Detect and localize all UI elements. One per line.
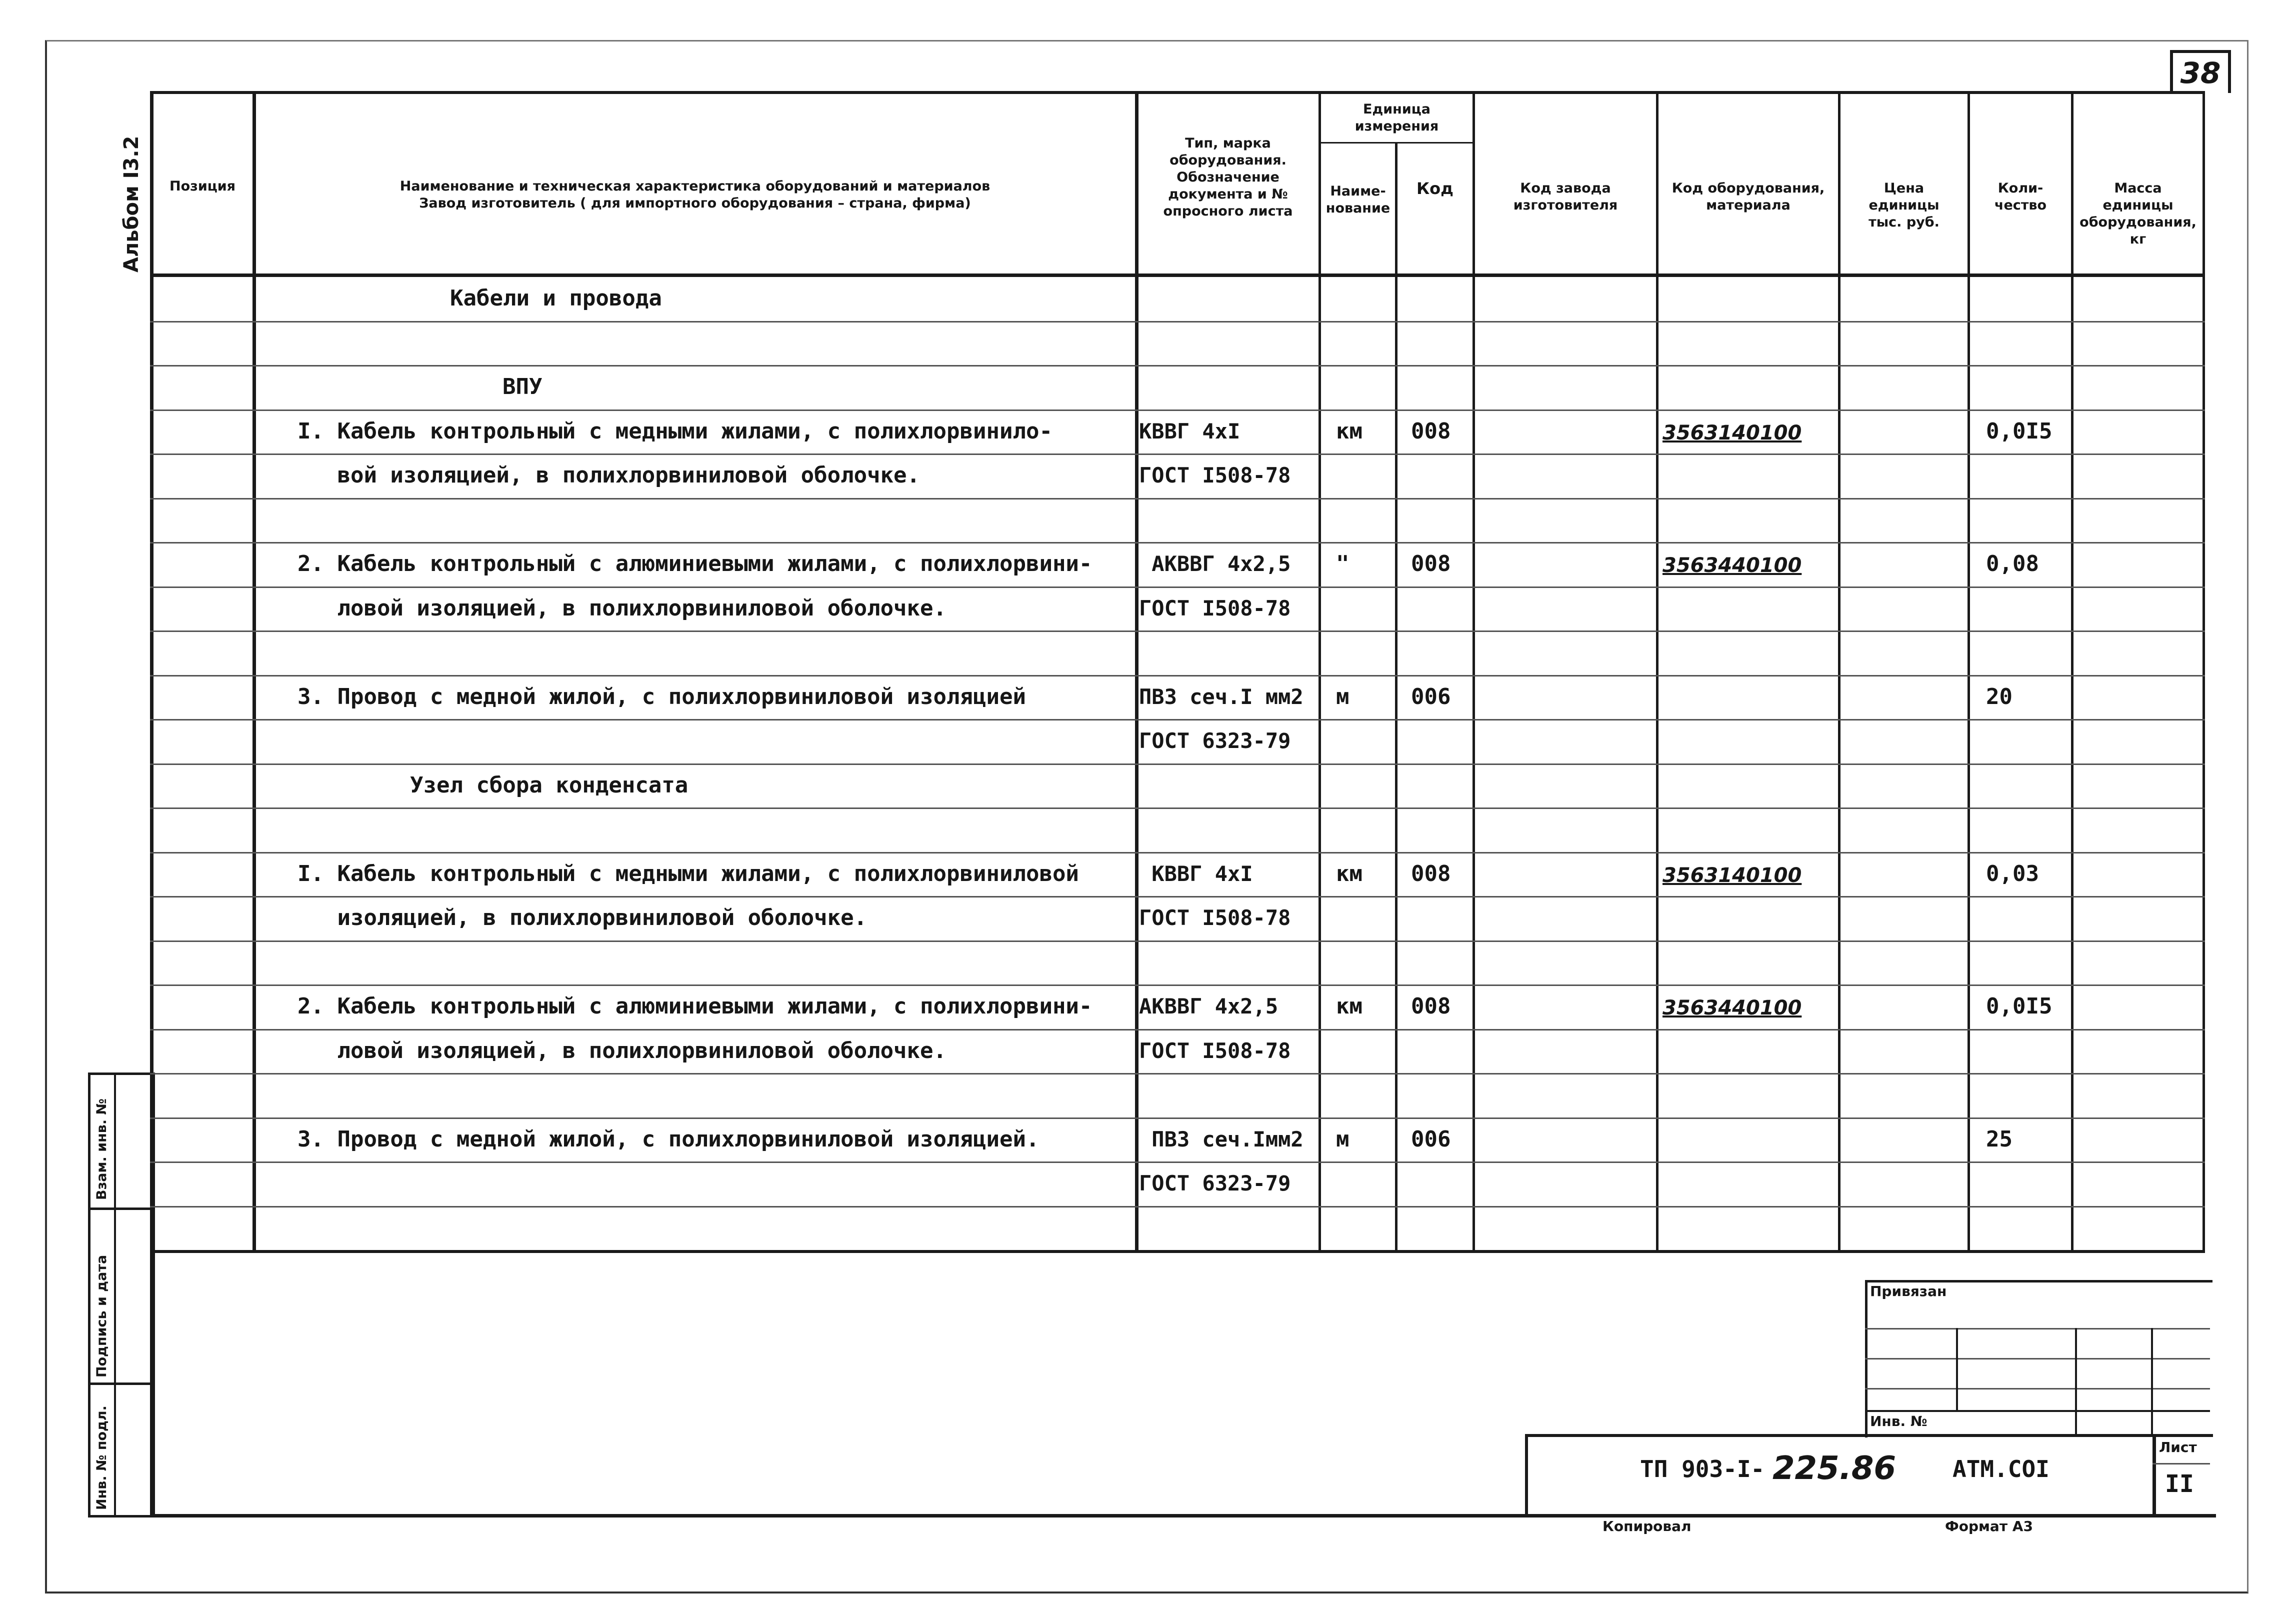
stamp-line-3	[1865, 1388, 2210, 1390]
row-type: ПВ3 сеч.I мм2	[1139, 684, 1304, 709]
stamp-format: Формат А3	[1945, 1518, 2033, 1534]
stamp-line-2	[1865, 1358, 2210, 1360]
row-qty: 20	[1986, 684, 2012, 710]
header-name-text: Наименование и техническая характеристика оборудований и материалов Завод изготовитель ( для импортного оборудования – страна, фирма)	[400, 178, 990, 211]
stamp-vline-2	[2075, 1328, 2077, 1435]
header-qty	[1970, 180, 2071, 214]
header-bottom-line	[150, 274, 2205, 277]
row-qty: 25	[1986, 1126, 2012, 1152]
row-type: ГОСТ I508-78	[1139, 906, 1291, 930]
table-top-line	[150, 91, 2205, 94]
sheet-number-box	[2170, 50, 2231, 93]
album-label: Альбом I3.2	[120, 136, 143, 272]
row-name: 2. Кабель контрольный с алюминиевыми жилами, с полихлорвини-	[298, 994, 1092, 1019]
row-divider	[150, 321, 2205, 322]
row-qty: 0,08	[1986, 551, 2039, 576]
row-name: 3. Провод с медной жилой, с полихлорвиниловой изоляцией	[298, 684, 1026, 710]
row-name: I. Кабель контрольный с медными жилами, с полихлорвиниловой	[298, 860, 1079, 886]
row-equip-code: 3563440100	[1662, 996, 1802, 1020]
row-name: ловой изоляцией, в полихлорвиниловой оболочке.	[298, 595, 947, 621]
side-label-inv-podl: Инв. № подл.	[94, 1406, 110, 1510]
row-name: 3. Провод с медной жилой, с полихлорвиниловой изоляцией.	[298, 1126, 1040, 1152]
row-qty: 0,0I5	[1986, 994, 2052, 1019]
side-divider	[114, 1072, 116, 1518]
row-name: Кабели и провода	[450, 286, 662, 311]
row-name: Узел сбора конденсата	[410, 772, 688, 798]
stamp-vline-3	[2151, 1328, 2153, 1435]
row-divider	[150, 1118, 2205, 1119]
row-divider	[150, 984, 2205, 986]
row-code: 008	[1411, 860, 1451, 886]
row-type: ГОСТ 6323-79	[1139, 728, 1291, 753]
stamp-inv-no: Инв. №	[1870, 1413, 1928, 1430]
stamp-doc-prefix: ТП 903-I-	[1640, 1456, 1765, 1482]
col-line-10	[2202, 91, 2205, 1251]
row-code: 006	[1411, 684, 1451, 710]
header-equip-code	[1658, 180, 1838, 214]
row-name: I. Кабель контрольный с медными жилами, с полихлорвинило-	[298, 418, 1052, 444]
row-divider	[150, 896, 2205, 898]
row-code: 006	[1411, 1126, 1451, 1152]
row-unit: "	[1336, 551, 1350, 576]
header-equip-code-text: Код оборудования, материала	[1672, 180, 1825, 213]
header-unit-name-text: Наиме- нование	[1326, 184, 1390, 216]
row-divider	[150, 852, 2205, 854]
stamp-vline-1	[1956, 1328, 1958, 1410]
row-code: 008	[1411, 551, 1451, 576]
row-equip-code: 3563140100	[1662, 421, 1802, 444]
row-equip-code: 3563140100	[1662, 864, 1802, 887]
header-price-text: Цена единицы тыс. руб.	[1868, 180, 1940, 230]
row-type: ГОСТ I508-78	[1139, 596, 1291, 620]
table-bottom-line	[150, 1250, 2205, 1253]
row-divider	[150, 675, 2205, 676]
row-unit: м	[1336, 684, 1350, 710]
row-divider	[150, 454, 2205, 455]
row-type: ГОСТ 6323-79	[1139, 1171, 1291, 1196]
row-type: ПВ3 сеч.Iмм2	[1139, 1126, 1304, 1152]
header-qty-text: Коли- чество	[1994, 180, 2047, 213]
row-divider	[150, 808, 2205, 809]
header-name	[255, 178, 1135, 212]
row-code: 008	[1411, 418, 1451, 444]
row-type: ГОСТ I508-78	[1139, 463, 1291, 488]
stamp-doc-code: АТМ.СОI	[1952, 1456, 2050, 1482]
row-type: АКВВГ 4х2,5	[1139, 994, 1278, 1018]
row-unit: км	[1336, 418, 1362, 444]
row-equip-code: 3563440100	[1662, 554, 1802, 577]
row-name: ВПУ	[502, 374, 542, 400]
header-factory-code	[1475, 180, 1656, 214]
header-unit-name	[1321, 183, 1395, 217]
sheet-number: 38	[2180, 56, 2221, 90]
col-line-7	[1838, 91, 1840, 1251]
stamp-copied: Копировал	[1602, 1518, 1692, 1534]
col-line-3	[1318, 91, 1321, 1251]
row-unit: км	[1336, 994, 1362, 1019]
col-line-8	[1968, 91, 1970, 1251]
row-qty: 0,03	[1986, 860, 2039, 886]
row-type: КВВГ 4хI	[1139, 861, 1253, 886]
row-divider	[150, 630, 2205, 632]
row-divider	[150, 1206, 2205, 1208]
stamp-list-label: Лист	[2159, 1439, 2197, 1456]
stamp-privyazan: Привязан	[1870, 1283, 1947, 1300]
row-name: вой изоляцией, в полихлорвиниловой оболочке.	[298, 462, 920, 488]
header-mass-text: Масса единицы оборудования, кг	[2080, 180, 2196, 247]
col-line-2	[1135, 91, 1138, 1251]
row-divider	[150, 498, 2205, 500]
row-unit: км	[1336, 860, 1362, 886]
header-price	[1840, 180, 1968, 231]
row-qty: 0,0I5	[1986, 418, 2052, 444]
stamp-doc-num: 225.86	[1772, 1450, 1896, 1487]
row-code: 008	[1411, 994, 1451, 1019]
row-divider	[150, 940, 2205, 942]
row-divider	[150, 365, 2205, 366]
row-divider	[150, 719, 2205, 720]
row-type: АКВВГ 4х2,5	[1139, 552, 1291, 576]
header-mass	[2074, 180, 2202, 248]
header-position: Позиция	[169, 178, 236, 194]
row-type: КВВГ 4хI	[1139, 418, 1240, 444]
stamp-line-1	[1865, 1328, 2210, 1330]
stamp-list-value: II	[2165, 1470, 2194, 1498]
row-name: 2. Кабель контрольный с алюминиевыми жилами, с полихлорвини-	[298, 551, 1092, 576]
header-factory-code-text: Код завода изготовителя	[1513, 180, 1618, 213]
row-divider	[150, 1073, 2205, 1074]
row-divider	[150, 586, 2205, 588]
header-unit-text: Единица измерения	[1354, 102, 1439, 134]
row-divider	[150, 1162, 2205, 1163]
row-name: изоляцией, в полихлорвиниловой оболочке.	[298, 905, 868, 930]
header-type-text: Тип, марка оборудования. Обозначение документа и № опросного листа	[1163, 136, 1293, 219]
col-line-4	[1395, 142, 1398, 1251]
col-line-9	[2071, 91, 2074, 1251]
row-divider	[150, 542, 2205, 544]
row-divider	[150, 1029, 2205, 1030]
stamp-list-line	[2152, 1463, 2210, 1464]
row-name: ловой изоляцией, в полихлорвиниловой оболочке.	[298, 1038, 947, 1064]
side-label-podpis: Подпись и дата	[94, 1254, 110, 1378]
stamp-line-4	[1865, 1410, 2210, 1412]
row-unit: м	[1336, 1126, 1350, 1152]
col-line-6	[1656, 91, 1658, 1251]
header-unit-code: Код	[1416, 179, 1454, 198]
col-line-5	[1472, 91, 1475, 1251]
row-divider	[150, 764, 2205, 765]
header-unit	[1321, 101, 1472, 135]
col-line-1	[252, 91, 256, 1251]
row-divider	[150, 410, 2205, 411]
side-label-vzam: Взам. инв. №	[94, 1098, 110, 1200]
stamp-list-divider	[2152, 1434, 2156, 1514]
row-type: ГОСТ I508-78	[1139, 1038, 1291, 1063]
header-type	[1138, 135, 1318, 220]
